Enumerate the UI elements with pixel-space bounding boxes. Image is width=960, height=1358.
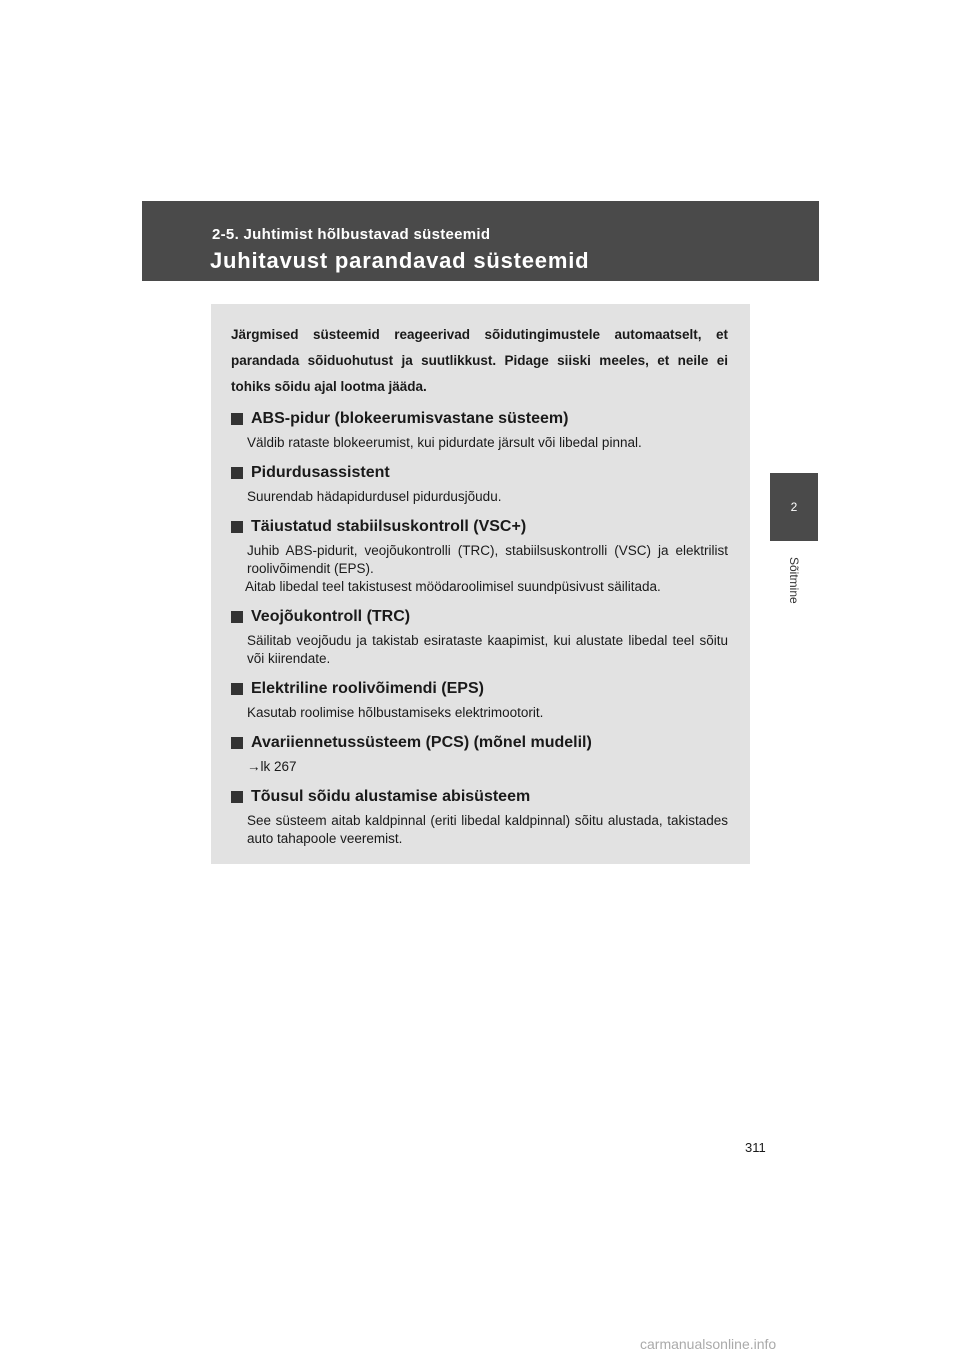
- item-heading: [231, 516, 728, 538]
- watermark: carmanualsonline.info: [640, 1336, 777, 1352]
- list-item: [231, 606, 728, 668]
- item-body: [247, 434, 728, 452]
- item-heading: [231, 408, 728, 430]
- item-body-text: Väldib rataste blokeerumist, kui pidurdate järsult või libedal pinnal.: [247, 435, 642, 450]
- square-bullet-icon: [231, 791, 243, 803]
- item-heading: [231, 678, 728, 700]
- item-heading: [231, 786, 728, 808]
- square-bullet-icon: [231, 611, 243, 623]
- page-reference-link[interactable]: →lk 267: [247, 759, 297, 774]
- intro-text: Järgmised süsteemid reageerivad sõidutingimustele automaatselt, et parandada sõiduohutust ja suutlikkust. Pidage siiski meeles, et neile ei tohiks sõidu ajal lootma jääda.: [231, 327, 728, 394]
- item-body: [247, 488, 728, 506]
- page-number: 311: [745, 1140, 766, 1155]
- chapter-header: [142, 201, 819, 281]
- chapter-tab-number: 2: [770, 473, 818, 541]
- chapter-tab-label: [770, 545, 818, 615]
- item-heading-text: Elektriline roolivõimendi (EPS): [251, 680, 484, 697]
- page-title: Juhitavust parandavad süsteemid: [210, 248, 590, 273]
- item-body: [247, 812, 728, 848]
- square-bullet-icon: [231, 413, 243, 425]
- list-item: [231, 408, 728, 452]
- square-bullet-icon: [231, 467, 243, 479]
- chapter-tab-label-text: Sõitmine: [787, 556, 801, 604]
- item-body-text: Suurendab hädapidurdusel pidurdusjõudu.: [247, 489, 502, 504]
- list-item: [231, 732, 728, 776]
- item-heading-text: Täiustatud stabiilsuskontroll (VSC+): [251, 518, 527, 535]
- item-body: [247, 542, 728, 578]
- item-heading: [231, 732, 728, 754]
- item-heading: [231, 606, 728, 628]
- square-bullet-icon: [231, 737, 243, 749]
- item-body-continued: [245, 578, 728, 596]
- square-bullet-icon: [231, 683, 243, 695]
- item-heading-text: Tõusul sõidu alustamise abisüsteem: [251, 788, 531, 805]
- item-body-text: See süsteem aitab kaldpinnal (eriti libedal kaldpinnal) sõitu alustada, takistades auto tahapoole veeremist.: [247, 813, 728, 846]
- item-heading-text: Avariiennetussüsteem (PCS) (mõnel mudelil): [251, 734, 592, 751]
- item-heading: [231, 462, 728, 484]
- list-item: [231, 678, 728, 722]
- item-heading-text: Veojõukontroll (TRC): [251, 608, 411, 625]
- item-body-text: Säilitab veojõudu ja takistab esirataste kaapimist, kui alustate libedal teel sõitu või kiirendate.: [247, 633, 728, 666]
- content-box: [211, 304, 750, 864]
- item-body: [247, 758, 728, 776]
- item-body: [247, 632, 728, 668]
- item-body-text-2: Aitab libedal teel takistusest möödaroolimisel suundpüsivust säilitada.: [245, 579, 661, 594]
- item-heading-text: Pidurdusassistent: [251, 464, 390, 481]
- item-body-text: Juhib ABS-pidurit, veojõukontrolli (TRC), stabiilsuskontrolli (VSC) ja elektrilist roolivõimendit (EPS).: [247, 543, 728, 576]
- item-heading-text: ABS-pidur (blokeerumisvastane süsteem): [251, 410, 569, 427]
- list-item: [231, 462, 728, 506]
- item-body: [247, 704, 728, 722]
- list-item: [231, 786, 728, 848]
- item-body-text: Kasutab roolimise hõlbustamiseks elektrimootorit.: [247, 705, 544, 720]
- list-item: [231, 516, 728, 596]
- square-bullet-icon: [231, 521, 243, 533]
- section-label: 2-5. Juhtimist hõlbustavad süsteemid: [212, 226, 491, 243]
